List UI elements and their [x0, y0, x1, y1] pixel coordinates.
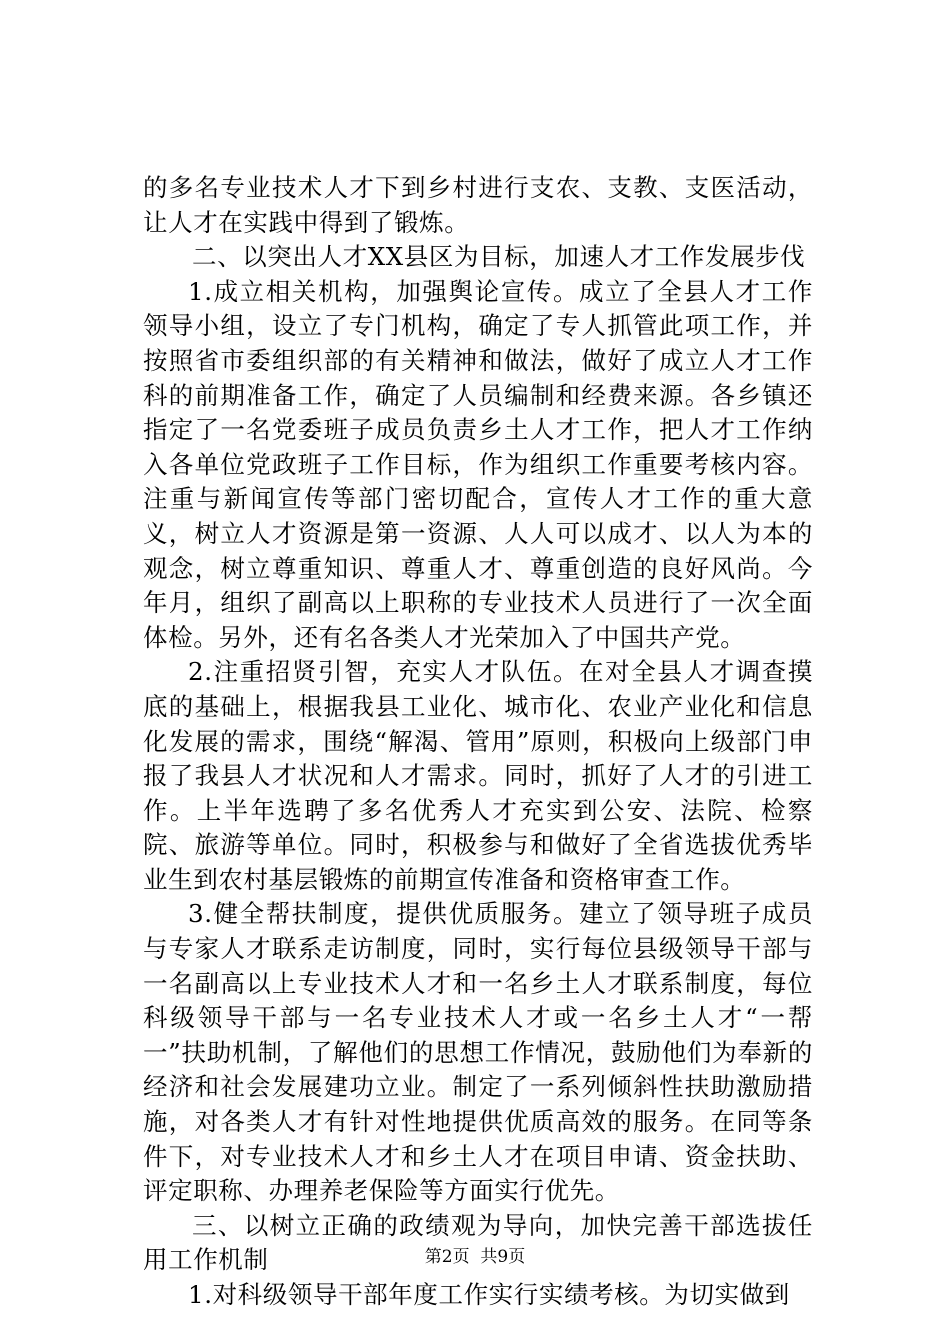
page-footer [0, 1242, 950, 1267]
paragraph-item-3: 3.健全帮扶制度，提供优质服务。建立了领导班子成员与专家人才联系走访制度，同时，实行每位县级领导干部与一名副高以上专业技术人才和一名乡土人才联系制度，每位科级领导干部与一名专业技术人才或一名乡土人才“一帮一”扶助机制，了解他们的思想工作情况，鼓励他们为奉新的经济和社会发展建功立业。制定了一系列倾斜性扶助激励措施，对各类人才有针对性地提供优质高效的服务。在同等条件下，对专业技术人才和乡土人才在项目申请、资金扶助、评定职称、办理养老保险等方面实行优先。 [143, 899, 813, 1206]
page-number: 第2页 [424, 1247, 470, 1267]
section-heading-2: 二、以突出人才XX县区为目标，加速人才工作发展步伐 [192, 242, 806, 272]
paragraph-item-1: 1.成立相关机构，加强舆论宣传。成立了全县人才工作领导小组，设立了专门机构，确定了专人抓管此项工作，并按照省市委组织部的有关精神和做法，做好了成立人才工作科的前期准备工作，确定了人员编制和经费来源。各乡镇还指定了一名党委班子成员负责乡土人才工作，把人才工作纳入各单位党政班子工作目标，作为组织工作重要考核内容。注重与新闻宣传等部门密切配合，宣传人才工作的重大意义，树立人才资源是第一资源、人人可以成才、以人为本的观念，树立尊重知识、尊重人才、尊重创造的良好风尚。今年月，组织了副高以上职称的专业技术人员进行了一次全面体检。另外，还有名各类人才光荣加入了中国共产党。 [143, 276, 813, 652]
section-heading-3: 三、以树立正确的政绩观为导向，加快完善干部选拔任用工作机制 [143, 1210, 813, 1275]
document-body [143, 171, 813, 1313]
paragraph-continued: 的多名专业技术人才下到乡村进行支农、支教、支医活动，让人才在实践中得到了锻炼。 [143, 173, 813, 237]
page-total: 共9页 [480, 1247, 526, 1267]
paragraph-item-2: 2.注重招贤引智，充实人才队伍。在对全县人才调查摸底的基础上，根据我县工业化、城市化、农业产业化和信息化发展的需求，围绕“解渴、管用”原则，积极向上级部门申报了我县人才状况和人才需求。同时，抓好了人才的引进工作。上半年选聘了多名优秀人才充实到公安、法院、检察院、旅游等单位。同时，积极参与和做好了全省选拔优秀毕业生到农村基层锻炼的前期宣传准备和资格审查工作。 [143, 657, 813, 894]
paragraph-item-3-1: 1.对科级领导干部年度工作实行实绩考核。为切实做到 [188, 1280, 790, 1309]
